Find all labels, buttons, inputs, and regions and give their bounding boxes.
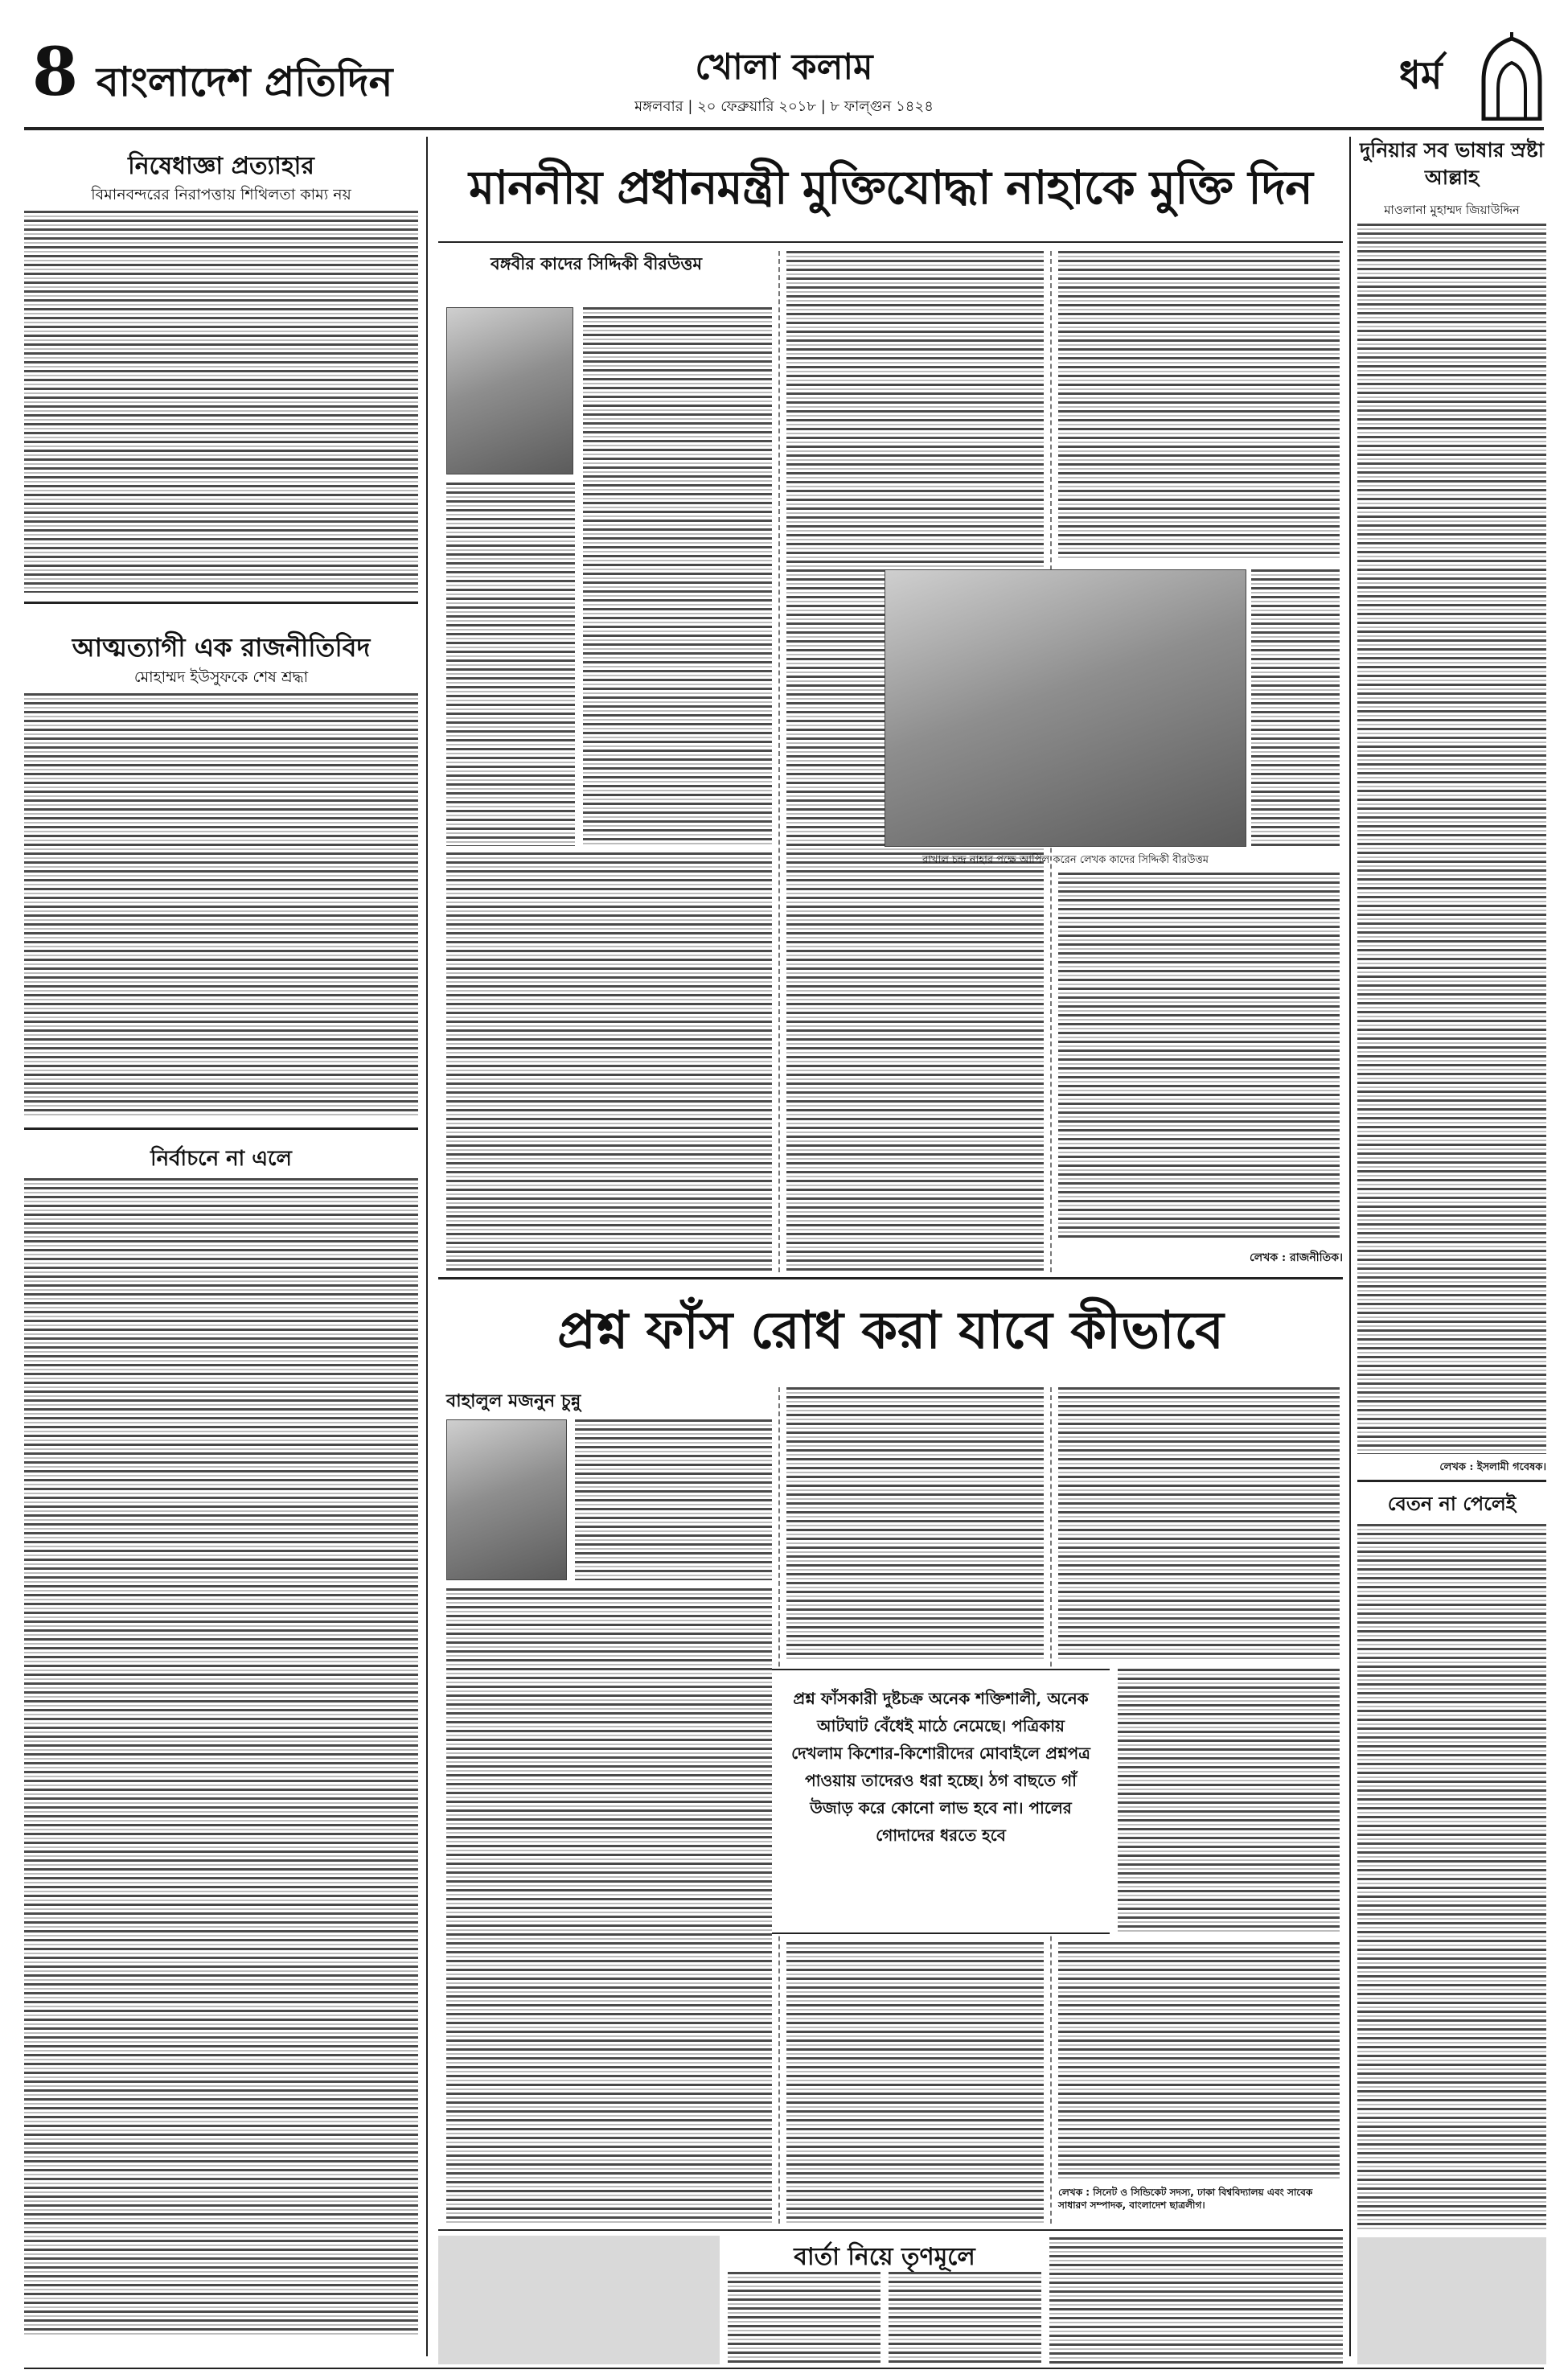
lead-bottom-rule [438, 1277, 1343, 1279]
lead-body-col1-bottom [446, 852, 772, 1271]
lead-photo-caption: রাখাল চন্দ্র নাহার পক্ষে আপিল করেন লেখক কাদের সিদ্দিকী বীরউত্তম [922, 854, 1209, 866]
page-bottom-rule [24, 2368, 1544, 2369]
bottom-body-col1 [728, 2272, 880, 2364]
second-headline: প্রশ্ন ফাঁস রোধ করা যাবে কীভাবে [557, 1300, 1224, 1361]
left-article2-title: আত্মত্যাগী এক রাজনীতিবিদ [72, 632, 371, 663]
lead-author-photo [446, 307, 573, 474]
second-body-col1 [446, 1588, 772, 2224]
left-divider-2 [24, 1127, 418, 1130]
second-body-col3-top [1058, 1387, 1340, 1661]
second-body-col1-top [575, 1419, 772, 1580]
second-byline: বাহালুল মজনুন চুন্নু [446, 1390, 581, 1411]
right-article2-title: বেতন না পেলেই [1387, 1492, 1517, 1515]
second-body-col2-bottom [786, 1942, 1044, 2224]
paper-name: বাংলাদেশ প্রতিদিন [96, 58, 393, 105]
bottom-continuation-left [438, 2236, 720, 2364]
masthead-rule [24, 127, 1544, 130]
section-right: ধর্ম [1399, 53, 1443, 98]
second-bottom-rule [438, 2229, 1343, 2231]
lead-col-divider-1 [778, 251, 780, 1272]
bottom-body-col2 [889, 2272, 1041, 2364]
second-author-photo [446, 1419, 567, 1580]
lead-body-col3-top [1058, 251, 1340, 561]
right-article1-author-note: লেখক : ইসলামী গবেষক। [1439, 1461, 1546, 1473]
second-body-col3-bottom [1118, 1669, 1340, 1934]
lead-body-col1 [583, 307, 772, 846]
lead-photo [885, 569, 1246, 847]
bottom-headline: বার্তা নিয়ে তৃণমূলে [794, 2243, 975, 2271]
right-column [1357, 137, 1546, 2356]
right-article1-title: দুনিয়ার সব ভাষার স্রষ্টা আল্লাহ [1360, 138, 1544, 189]
mosque-dome-icon [1476, 32, 1548, 121]
second-body-col3-lower [1058, 1942, 1340, 2179]
lead-author-note: লেখক : রাজনীতিক। [1250, 1251, 1343, 1264]
right-bottom-continuation [1357, 2237, 1546, 2364]
left-article1-body [24, 211, 418, 593]
section-title: খোলা কলাম [695, 47, 873, 88]
left-article1-subtitle: বিমানবন্দরের নিরাপত্তায় শিথিলতা কাম্য নয় [24, 183, 418, 213]
second-author-note: লেখক : সিনেট ও সিন্ডিকেট সদস্য, ঢাকা বিশ্ববিদ্যালয় এবং সাবেক সাধারণ সম্পাদক, বাংলাদেশ ছাত্রলীগ। [1058, 2187, 1313, 2211]
lead-body-col3-mid [1251, 569, 1340, 847]
left-article3-body-col1 [24, 1178, 418, 2336]
right-article1-body [1357, 224, 1546, 1454]
left-column-divider [426, 137, 428, 2356]
right-divider [1357, 1480, 1546, 1482]
right-article1-byline: মাওলানা মুহাম্মদ জিয়াউদ্দিন [1384, 203, 1520, 217]
lead-body-col1-lower [446, 483, 575, 846]
right-column-divider [1349, 137, 1351, 2356]
date-line: মঙ্গলবার | ২০ ফেব্রুয়ারি ২০১৮ | ৮ ফাল্গুন ১৪২৪ [634, 98, 934, 115]
left-column [24, 137, 418, 2356]
page-number: 8 [32, 34, 79, 111]
left-article3-title: নির্বাচনে না এলে [150, 1147, 292, 1171]
left-article2-subtitle: মোহাম্মদ ইউসুফকে শেষ শ্রদ্ধা [24, 666, 418, 696]
left-article2-body [24, 693, 418, 1118]
bottom-body-col3 [1049, 2237, 1343, 2364]
lead-byline: বঙ্গবীর কাদের সিদ্দিকী বীরউত্তম [491, 253, 703, 273]
right-article2-body [1357, 1524, 1546, 2232]
left-article1-title: নিষেধাজ্ঞা প্রত্যাহার [128, 152, 314, 180]
left-divider-1 [24, 602, 418, 604]
lead-body-col3-bottom [1058, 873, 1340, 1238]
second-body-col2-top [786, 1387, 1044, 1661]
lead-headline-rule [438, 241, 1343, 243]
pull-quote: প্রশ্ন ফাঁসকারী দুষ্টচক্র অনেক শক্তিশালী, অনেক আটঘাট বেঁধেই মাঠে নেমেছে। পত্রিকায় দেখলাম কিশোর-কিশোরীদের মোবাইলে প্রশ্নপত্র পাওয়ায় তাদেরও ধরা হচ্ছে। ঠগ বাছতে গাঁ উজাড় করে কোনো লাভ হবে না। পালের গোদাদের ধরতে হবে [772, 1669, 1110, 1934]
lead-headline: মাননীয় প্রধানমন্ত্রী মুক্তিযোদ্ধা নাহাকে মুক্তি দিন [469, 160, 1312, 215]
